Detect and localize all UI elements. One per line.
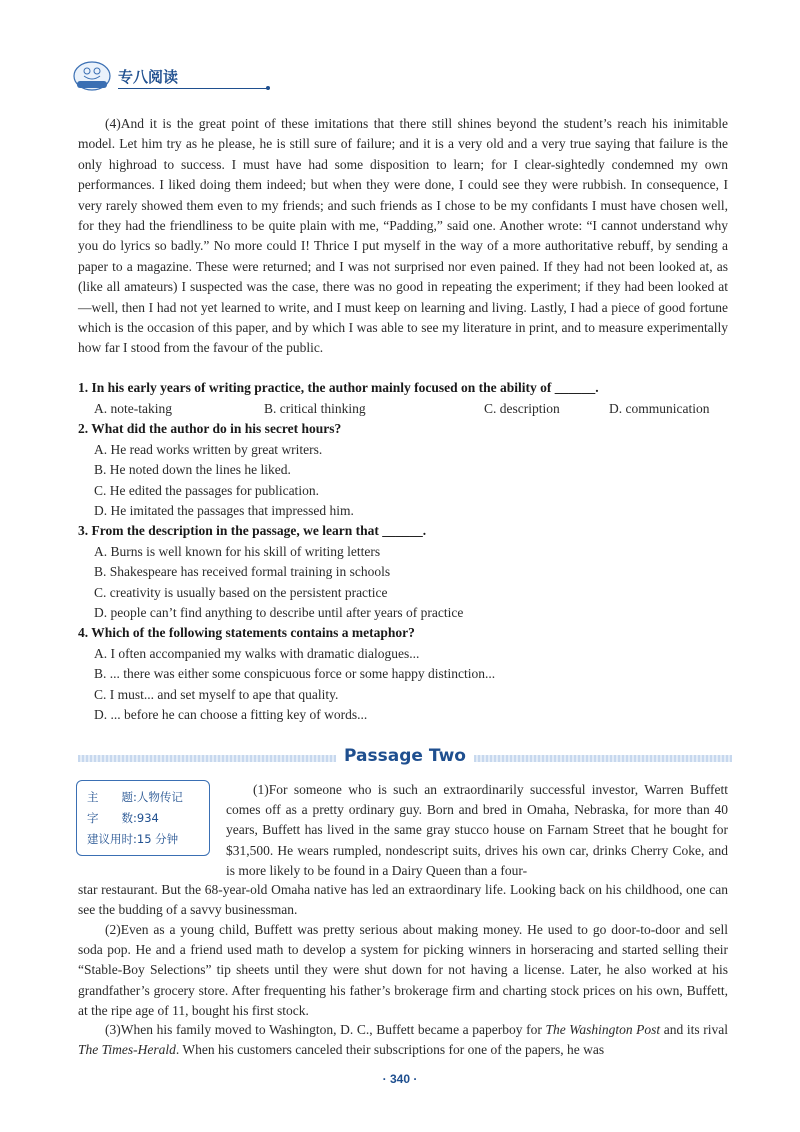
option-2a[interactable]: A. He read works written by great writers. [94, 442, 323, 457]
option-3b[interactable]: B. Shakespeare has received formal training in schools [94, 564, 391, 579]
option-3a[interactable]: A. Burns is well known for his skill of writing letters [94, 544, 381, 559]
option-3d[interactable]: D. people can’t find anything to describe until after years of practice [94, 605, 464, 620]
question-3-title: 3. From the description in the passage, we learn that ______. [78, 523, 427, 538]
option-1c[interactable]: C. description [484, 401, 560, 416]
header-dot [266, 86, 270, 90]
paragraph-text: (4)And it is the great point of these imitations that there still shines beyond the student’s reach his inimitable model. Let him try as he please, he is still sure of failure; and it is a very old and a very true saying that failure is the only highroad to success. I must have had some disposition to learn; for I clear-sightedly condemned my own performances. I liked doing them indeed; but when they were done, I could see they were rubbish. In consequence, I very rarely showed them even to my friends; and such friends as I chose to be my confidants I must have chosen well, for they had the friendliness to be quite plain with me, “Padding,” said one. Another wrote: “I cannot understand why you do lyrics so badly.” No more could I! Thrice I put myself in the way of a more authoritative rebuff, by sending a paper to a magazine. These were returned; and I was not surprised nor even pained. If they had not been looked at, as (like all amateurs) I suspected was the case, there was no good in repeating the experiment; if they had been looked at—well, then I had not yet learned to write, and I must keep on learning and living. Lastly, I had a piece of good fortune which is the occasion of this paper, and by which I was able to see my literature in print, and to measure experimentally how far I stood from the favour of the public. [78, 116, 728, 356]
p3-newspaper-2: The Times-Herald [78, 1042, 176, 1058]
passage-two-paragraph-1b: star restaurant. But the 68-year-old Omaha native has led an extraordinary life. Looking back on his childhood, one can see the budding of a savvy businessman. [78, 882, 728, 918]
passage-one-paragraph-4 [78, 114, 728, 359]
passage-info-box [76, 780, 210, 856]
option-4c[interactable]: C. I must... and set myself to ape that quality. [94, 687, 339, 702]
passage-two-paragraph-1a: (1)For someone who is such an extraordinarily successful investor, Warren Buffett comes off as a pretty ordinary guy. Born and bred in Omaha, Nebraska, for more than 40 years, Buffett has lived in the same gray stucco house on Farnam Street that he bought for $31,500. He wears rumpled, nondescript suits, drives his own car, drinks Cherry Coke, and is more likely to be found in a Dairy Queen than a four- [226, 782, 728, 878]
option-4d[interactable]: D. ... before he can choose a fitting key of words... [94, 707, 368, 722]
option-2b[interactable]: B. He noted down the lines he liked. [94, 462, 291, 477]
p3-text-b: and its rival [660, 1022, 728, 1037]
p3-text-a: (3)When his family moved to Washington, D. C., Buffett became a paperboy for [105, 1022, 546, 1037]
option-3c[interactable]: C. creativity is usually based on the persistent practice [94, 585, 388, 600]
passage-two-paragraph-2: (2)Even as a young child, Buffett was pretty serious about making money. He used to go door-to-door and sell soda pop. He and a friend used math to develop a system for picking winners in horseracing and started selling their “Stable-Boy Selections” tip sheets until they were shut down for not having a license. Later, he also worked at his grandfather’s grocery store. After frequenting his father’s brokerage firm and charting stock prices on his own, Buffett, at the ripe age of 11, bought his first stock. [78, 922, 728, 1018]
option-4b[interactable]: B. ... there was either some conspicuous force or some happy distinction... [94, 666, 496, 681]
question-1-options [94, 401, 734, 421]
question-1-title: 1. In his early years of writing practice, the author mainly focused on the ability of ______. [78, 380, 599, 395]
question-4-title: 4. Which of the following statements contains a metaphor? [78, 625, 415, 640]
p3-newspaper-1: The Washington Post [545, 1022, 661, 1037]
info-word-count: 字 数:934 [87, 811, 159, 825]
info-topic: 主 题:人物传记 [87, 790, 183, 804]
info-suggested-time: 建议用时:15 分钟 [87, 832, 179, 846]
huayan-logo-icon [72, 60, 112, 92]
option-2d[interactable]: D. He imitated the passages that impressed him. [94, 503, 354, 518]
option-1b[interactable]: B. critical thinking [264, 401, 366, 416]
passage-title: Passage Two [336, 746, 474, 766]
page-number: · 340 · [382, 1072, 418, 1086]
option-4a[interactable]: A. I often accompanied my walks with dramatic dialogues... [94, 646, 420, 661]
option-1a[interactable]: A. note-taking [94, 401, 172, 416]
option-2c[interactable]: C. He edited the passages for publication. [94, 483, 319, 498]
option-1d[interactable]: D. communication [609, 401, 710, 416]
passage-two-paragraph-3 [78, 1020, 728, 1060]
section-title: 专八阅读 [118, 68, 179, 86]
page-header [72, 60, 200, 92]
header-underline [118, 88, 268, 89]
passage-two-heading [78, 746, 732, 768]
question-2-title: 2. What did the author do in his secret hours? [78, 421, 342, 436]
p3-text-c: . When his customers canceled their subscriptions for one of the papers, he was [175, 1042, 605, 1058]
